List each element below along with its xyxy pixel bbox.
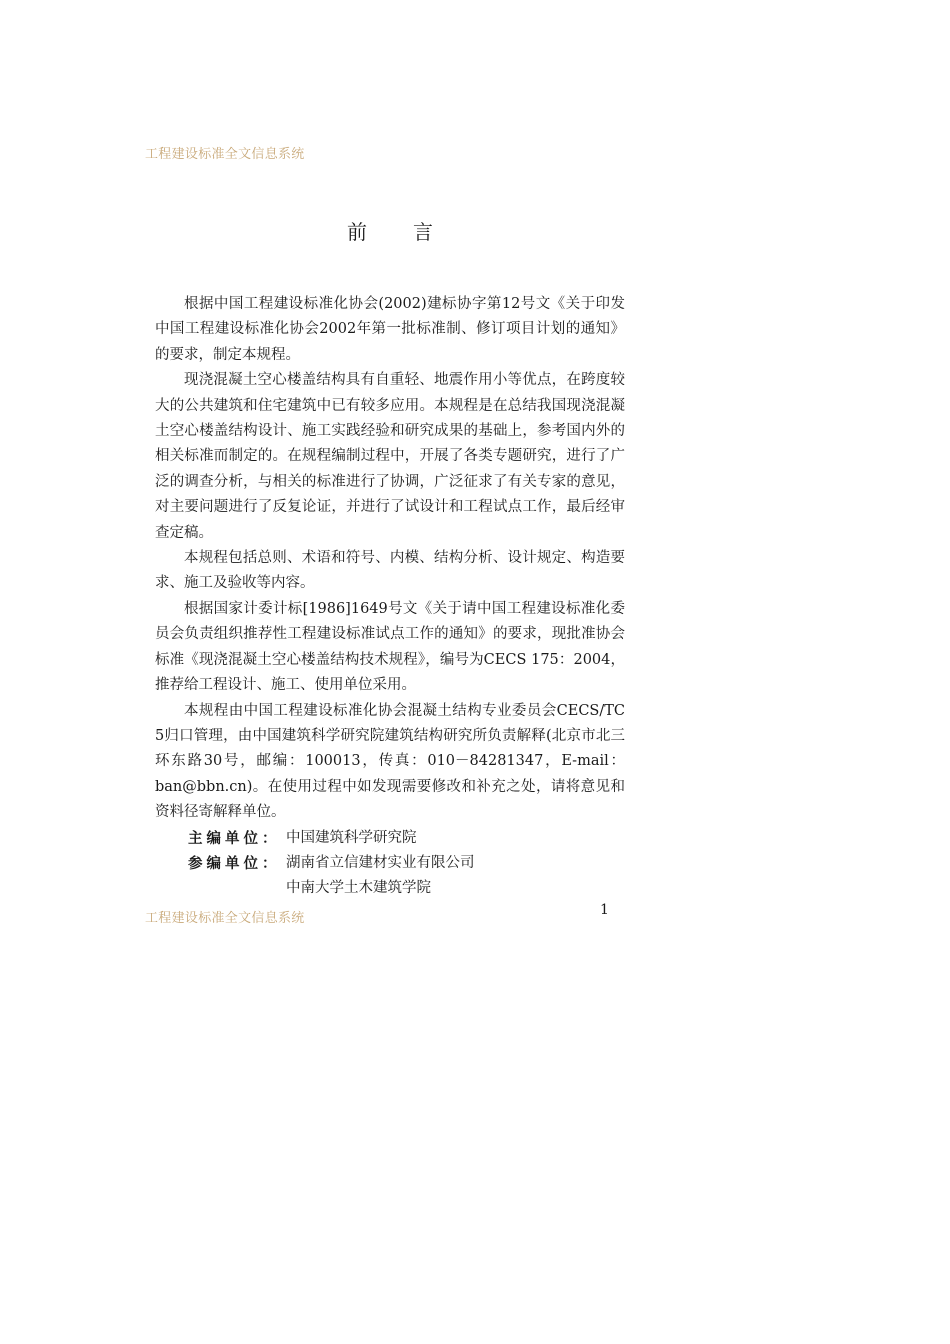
chief-editor-unit: 中国建筑科学研究院 <box>286 829 417 846</box>
page-title: 前言 <box>347 220 479 244</box>
paragraph-2: 现浇混凝土空心楼盖结构具有自重轻、地震作用小等优点，在跨度较大的公共建筑和住宅建筑中已有较多应用。本规程是在总结我国现浇混凝土空心楼盖结构设计、施工实践经验和研究成果的基础上，参考国内外的相关标准而制定的。在规程编制过程中，开展了各类专题研究，进行了广泛的调查分析，与相关的标准进行了协调，广泛征求了有关专家的意见，对主要问题进行了反复论证，并进行了试设计和工程试点工作，最后经审查定稿。 <box>155 372 625 541</box>
participant-editor-unit-2: 中南大学土木建筑学院 <box>286 880 431 897</box>
paragraph-5: 本规程由中国工程建设标准化协会混凝土结构专业委员会CECS/TC 5归口管理，由中国建筑科学研究院建筑结构研究所负责解释(北京市北三环东路30号，邮编：100013，传真：010－84281347，E-mail：ban@bbn.cn)。在使用过程中如发现需要修改和补充之处，请将意见和资料径寄解释单位。 <box>155 702 625 821</box>
chief-editor-row <box>155 826 625 851</box>
chief-editor-label: 主编单位： <box>188 829 281 847</box>
participant-editor-unit-1: 湖南省立信建材实业有限公司 <box>286 854 475 871</box>
watermark-footer: 工程建设标准全文信息系统 <box>145 911 305 926</box>
paragraph-3: 本规程包括总则、术语和符号、内模、结构分析、设计规定、构造要求、施工及验收等内容。 <box>155 550 625 592</box>
chief-editor-values <box>286 826 417 851</box>
preface-body <box>155 292 625 902</box>
paragraph-1: 根据中国工程建设标准化协会(2002)建标协字第12号文《关于印发中国工程建设标准化协会2002年第一批标准制、修订项目计划的通知》的要求，制定本规程。 <box>155 296 625 363</box>
participant-editor-row <box>155 851 625 902</box>
watermark-header: 工程建设标准全文信息系统 <box>145 147 305 162</box>
paragraph-4: 根据国家计委计标[1986]1649号文《关于请中国工程建设标准化委员会负责组织推荐性工程建设标准试点工作的通知》的要求，现批准协会标准《现浇混凝土空心楼盖结构技术规程》，编号为CECS 175：2004，推荐给工程设计、施工、使用单位采用。 <box>155 600 625 694</box>
participant-editor-label: 参编单位： <box>188 854 281 872</box>
participant-editor-values <box>286 851 475 902</box>
page-number: 1 <box>600 902 609 918</box>
